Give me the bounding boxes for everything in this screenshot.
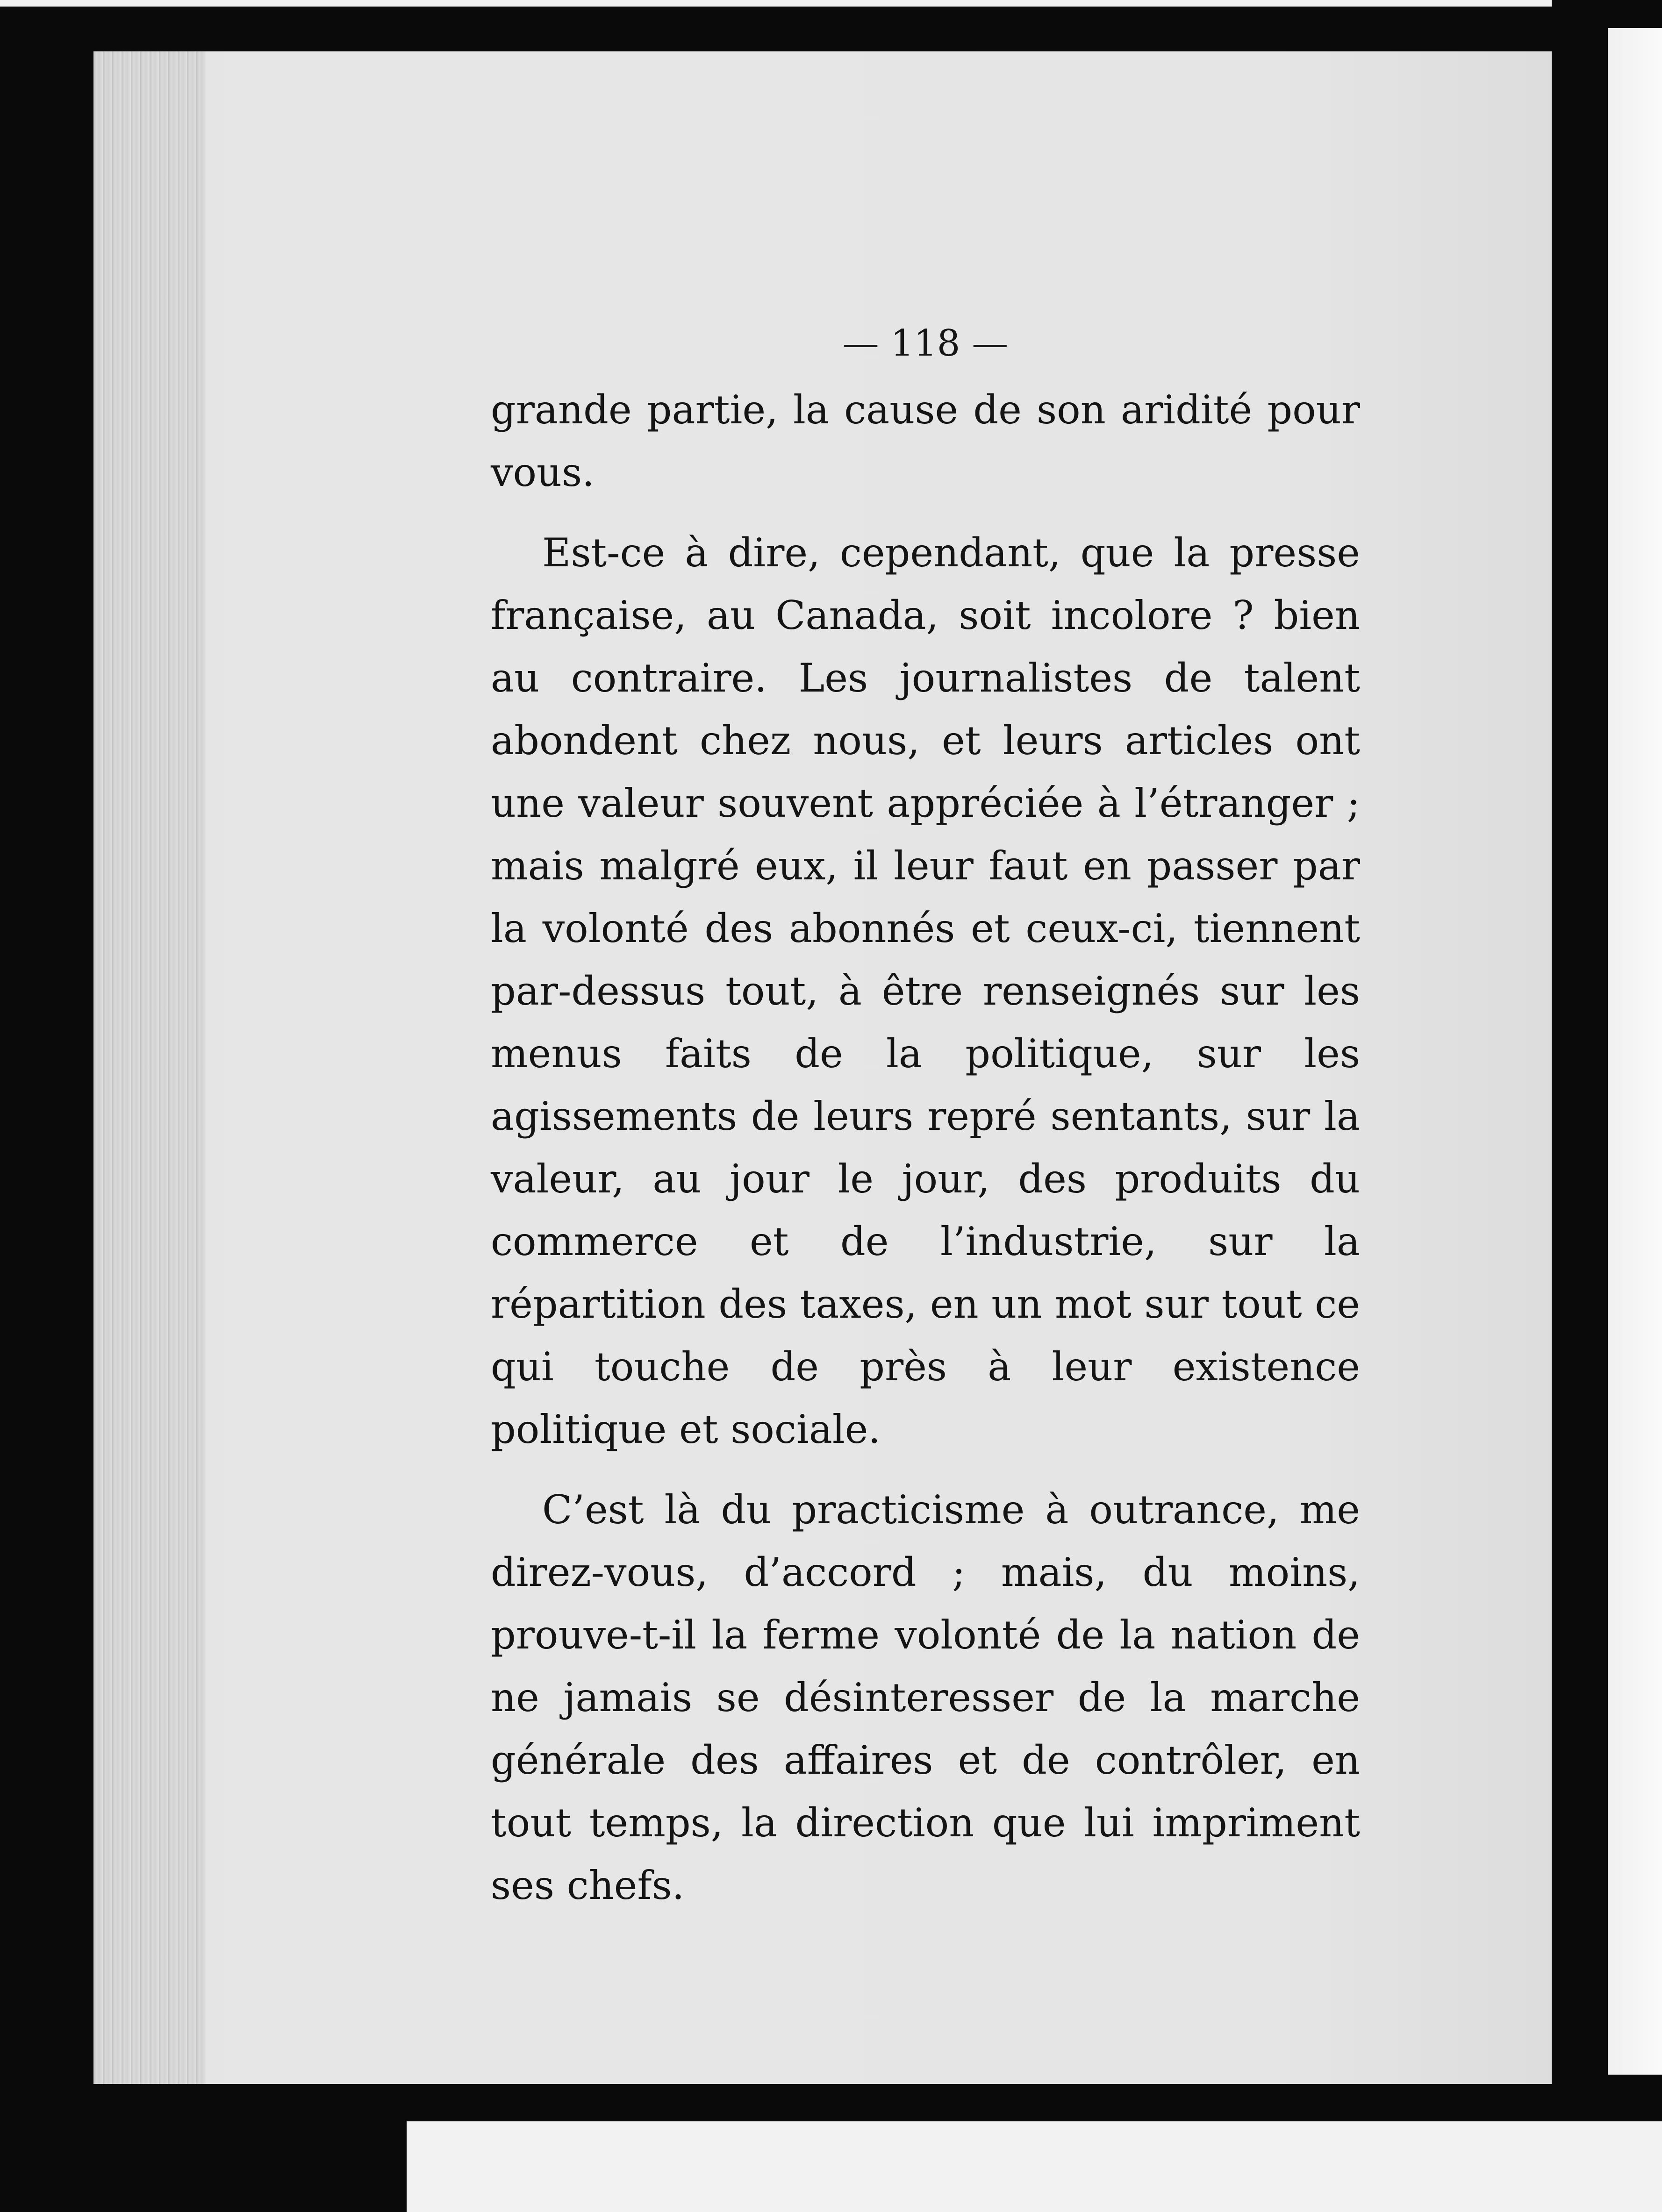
page-text — [491, 308, 1360, 1934]
paragraph-2: Est-ce à dire, cependant, que la presse française, au Canada, soit incolore ? bien au contraire. Les journalistes de talent abondent chez nous, et leurs articles ont une valeur souvent appréciée à l’étranger ; mais malgré eux, il leur faut en passer par la volonté des abonnés et ceux-ci, tiennent par-dessus tout, à être renseignés sur les menus faits de la politique, sur les agissements de leurs repré sentants, sur la valeur, au jour le jour, des produits du commerce et de l’industrie, sur la répartition des taxes, en un mot sur tout ce qui touche de près à leur existence politique et sociale. — [491, 530, 1360, 1452]
scan-top-margin — [0, 0, 1662, 7]
page-binding-edge — [93, 51, 206, 2084]
paragraph-3: C’est là du practicisme à outrance, me direz-vous, d’accord ; mais, du moins, prouve-t-il la ferme volonté de la nation de ne jamais se désinteresser de la marche générale des affaires et de contrôler, en tout temps, la direction que lui impriment ses chefs. — [491, 1487, 1360, 1908]
page-number: — 118 — — [842, 322, 1009, 364]
scan-bottom-strip — [407, 2121, 1662, 2212]
adjacent-page-strip — [1608, 28, 1662, 2075]
paragraph-1: grande partie, la cause de son aridité pour vous. — [491, 387, 1360, 495]
